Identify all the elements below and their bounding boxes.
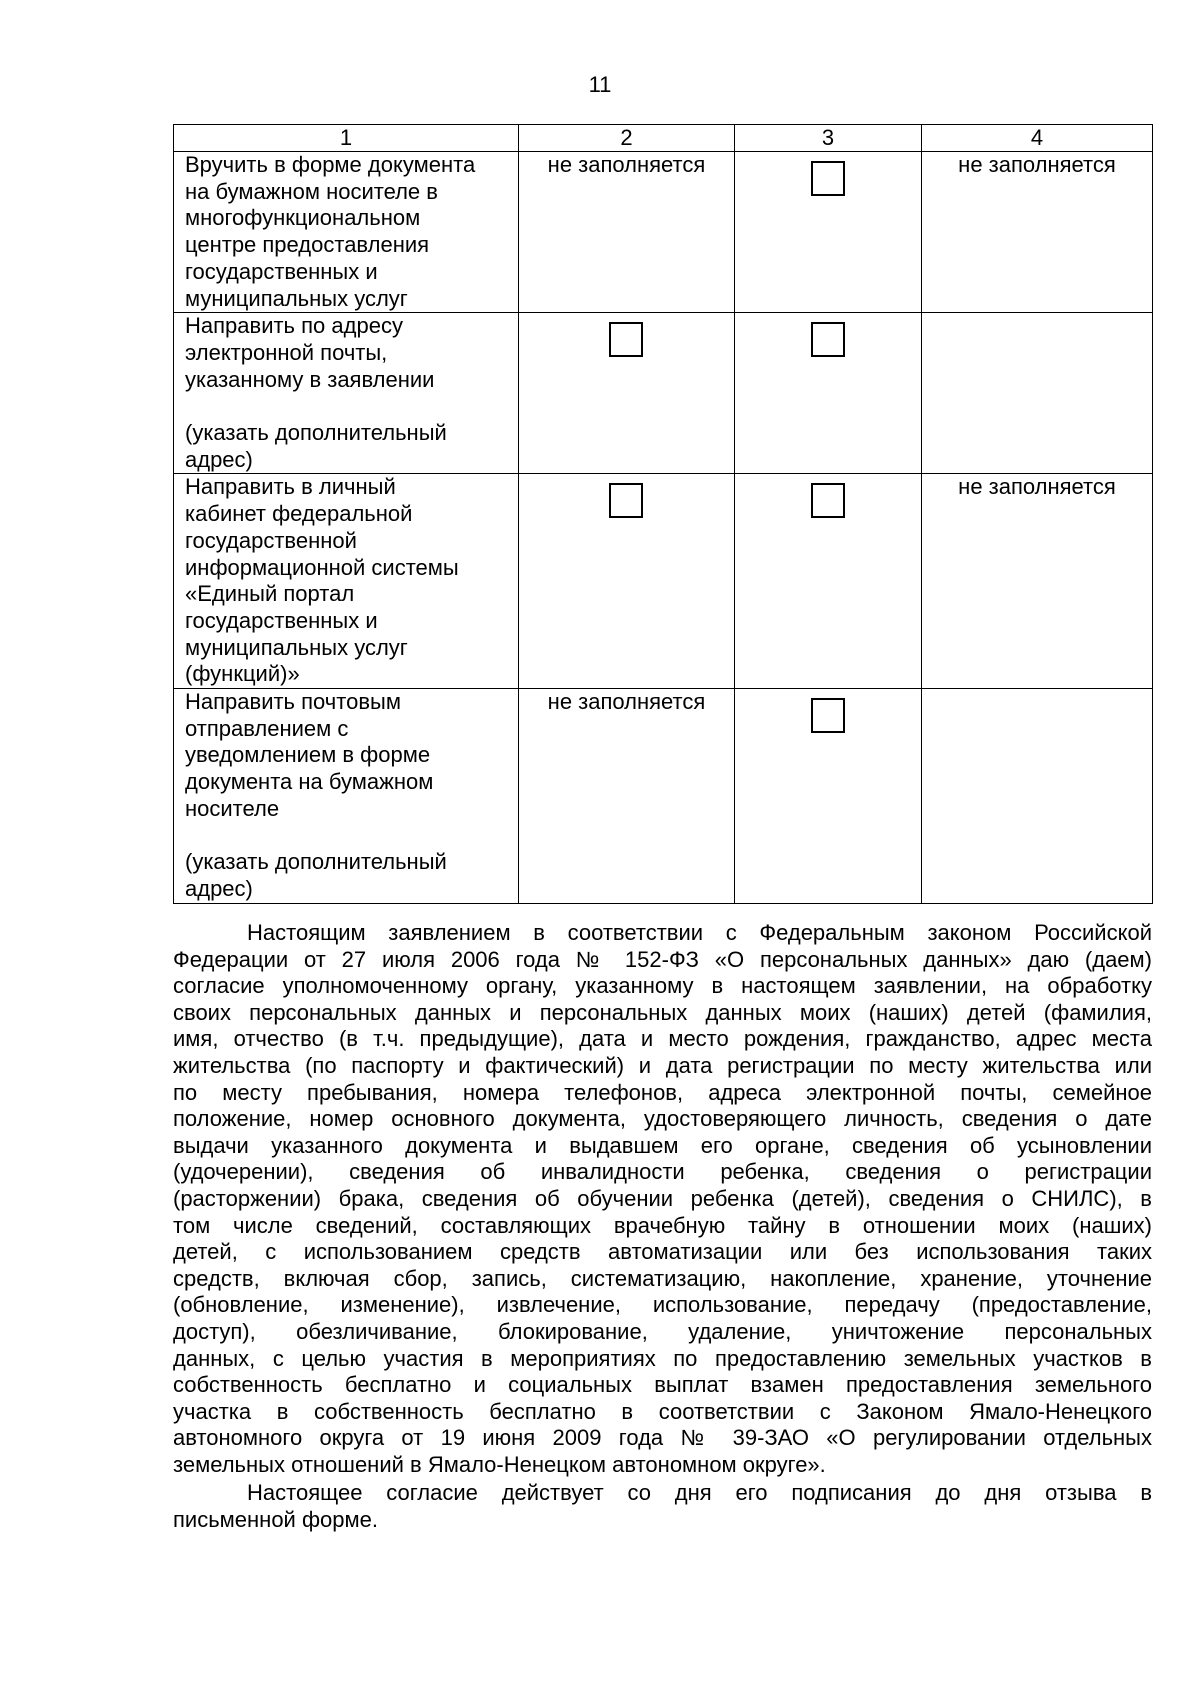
checkbox[interactable] <box>811 483 845 518</box>
column-2-cell <box>519 313 735 474</box>
checkbox[interactable] <box>811 161 845 196</box>
delivery-method-line: информационной системы <box>185 554 459 580</box>
consent-paragraph-line: согласие уполномоченному органу, указанному в настоящем заявлении, на обработку <box>173 973 1152 999</box>
consent-paragraph-line: детей, с использованием средств автоматизации или без использования таких <box>173 1239 1152 1265</box>
page-number: 11 <box>588 72 612 97</box>
delivery-method-line: электронной почты, <box>185 339 388 365</box>
validity-paragraph-line: письменной форме. <box>173 1506 379 1532</box>
column-2-cell <box>519 689 735 904</box>
delivery-method-line: государственных и <box>185 258 378 284</box>
delivery-method-line: (функций)» <box>185 661 300 687</box>
delivery-method-cell <box>174 689 519 904</box>
table-row <box>174 474 1153 689</box>
checkbox[interactable] <box>609 483 643 518</box>
delivery-method-line: на бумажном носителе в <box>185 178 438 204</box>
column-header: 1 <box>174 125 519 152</box>
delivery-method-cell <box>174 313 519 474</box>
table-row <box>174 689 1153 904</box>
delivery-method-line: государственных и <box>185 607 378 633</box>
consent-paragraph-line: (обновление, изменение), извлечение, использование, передачу (предоставление, <box>173 1292 1152 1318</box>
delivery-method-line <box>185 823 508 850</box>
delivery-method-line: указанному в заявлении <box>185 366 435 392</box>
delivery-method-line: Вручить в форме документа <box>185 152 476 177</box>
column-header: 2 <box>519 125 735 152</box>
consent-paragraph-line: собственность бесплатно и социальных выплат взамен предоставления земельного <box>173 1372 1152 1398</box>
delivery-method-line: муниципальных услуг <box>185 285 408 311</box>
delivery-method-line: Направить по адресу <box>185 313 403 339</box>
column-2-cell <box>519 152 735 313</box>
column-4-cell <box>922 313 1153 474</box>
consent-paragraph-line: жительства (по паспорту и фактический) и дата регистрации по месту жительства или <box>173 1052 1152 1078</box>
consent-paragraph-line: по месту пребывания, номера телефонов, адреса электронной почты, семейное <box>173 1079 1152 1105</box>
delivery-method-line: носителе <box>185 795 280 821</box>
column-3-cell <box>735 152 922 313</box>
validity-paragraph <box>173 1480 1152 1533</box>
checkbox[interactable] <box>811 698 845 733</box>
consent-paragraph-line: (расторжении) брака, сведения об обучении ребенка (детей), сведения о СНИЛС), в <box>173 1185 1152 1211</box>
table-header-row <box>174 125 1153 152</box>
not-filled-label: не заполняется <box>547 152 706 177</box>
validity-paragraph-line: Настоящее согласие действует со дня его подписания до дня отзыва в <box>247 1480 1152 1505</box>
delivery-method-line: «Единый портал <box>185 581 355 607</box>
delivery-method-line: адрес) <box>185 446 253 472</box>
delivery-method-line <box>185 393 508 420</box>
column-header: 3 <box>735 125 922 152</box>
delivery-method-line: (указать дополнительный <box>185 420 447 446</box>
consent-paragraph-line: положение, номер основного документа, удостоверяющего личность, сведения о дате <box>173 1106 1152 1132</box>
consent-paragraph-line: средств, включая сбор, запись, систематизацию, накопление, хранение, уточнение <box>173 1265 1152 1291</box>
delivery-method-line: кабинет федеральной <box>185 501 413 527</box>
column-4-cell <box>922 152 1153 313</box>
delivery-method-line: многофункциональном <box>185 205 421 231</box>
column-header: 4 <box>922 125 1153 152</box>
delivery-method-line: отправлением с <box>185 715 349 741</box>
delivery-method-table <box>173 124 1153 904</box>
delivery-method-line: муниципальных услуг <box>185 634 408 660</box>
consent-paragraph-line: имя, отчество (в т.ч. предыдущие), дата и место рождения, гражданство, адрес места <box>173 1026 1152 1052</box>
delivery-method-line: уведомлением в форме <box>185 742 431 768</box>
consent-paragraph-line: Настоящим заявлением в соответствии с Федеральным законом Российской <box>247 920 1152 945</box>
delivery-method-cell <box>174 474 519 689</box>
consent-paragraph-line: выдачи указанного документа и выдавшем его органе, сведения об усыновлении <box>173 1132 1152 1158</box>
table-row <box>174 152 1153 313</box>
column-3-cell <box>735 689 922 904</box>
consent-paragraph-line: доступ), обезличивание, блокирование, удаление, уничтожение персональных <box>173 1318 1152 1344</box>
delivery-method-line: Направить почтовым <box>185 689 401 715</box>
consent-paragraph-line: своих персональных данных и персональных данных моих (наших) детей (фамилия, <box>173 999 1152 1025</box>
not-filled-label: не заполняется <box>958 474 1116 500</box>
delivery-method-line: государственной <box>185 527 357 553</box>
consent-paragraph-line: автономного округа от 19 июня 2009 года № 39-ЗАО «О регулировании отдельных <box>173 1425 1152 1451</box>
delivery-method-cell <box>174 152 519 313</box>
column-4-cell <box>922 474 1153 689</box>
checkbox[interactable] <box>609 322 643 357</box>
consent-paragraph-line: Федерации от 27 июля 2006 года № 152-ФЗ «О персональных данных» даю (даем) <box>173 946 1152 972</box>
consent-paragraph-line: участка в собственность бесплатно в соответствии с Законом Ямало-Ненецкого <box>173 1398 1152 1424</box>
column-4-cell <box>922 689 1153 904</box>
delivery-method-line: центре предоставления <box>185 232 430 258</box>
delivery-method-line: (указать дополнительный <box>185 849 447 875</box>
consent-paragraph-line: данных, с целью участия в мероприятиях по предоставлению земельных участков в <box>173 1345 1152 1371</box>
delivery-method-line: адрес) <box>185 875 253 901</box>
column-3-cell <box>735 313 922 474</box>
delivery-method-line: документа на бумажном <box>185 769 434 795</box>
consent-paragraph <box>173 920 1152 1478</box>
consent-paragraph-line: земельных отношений в Ямало-Ненецком автономном округе». <box>173 1451 826 1477</box>
column-3-cell <box>735 474 922 689</box>
table-row <box>174 313 1153 474</box>
consent-paragraph-line: том числе сведений, составляющих врачебную тайну в отношении моих (наших) <box>173 1212 1152 1238</box>
delivery-method-line: Направить в личный <box>185 474 396 500</box>
not-filled-label: не заполняется <box>958 152 1116 177</box>
not-filled-label: не заполняется <box>547 689 706 715</box>
checkbox[interactable] <box>811 322 845 357</box>
consent-paragraph-line: (удочерении), сведения об инвалидности ребенка, сведения о регистрации <box>173 1159 1152 1185</box>
column-2-cell <box>519 474 735 689</box>
